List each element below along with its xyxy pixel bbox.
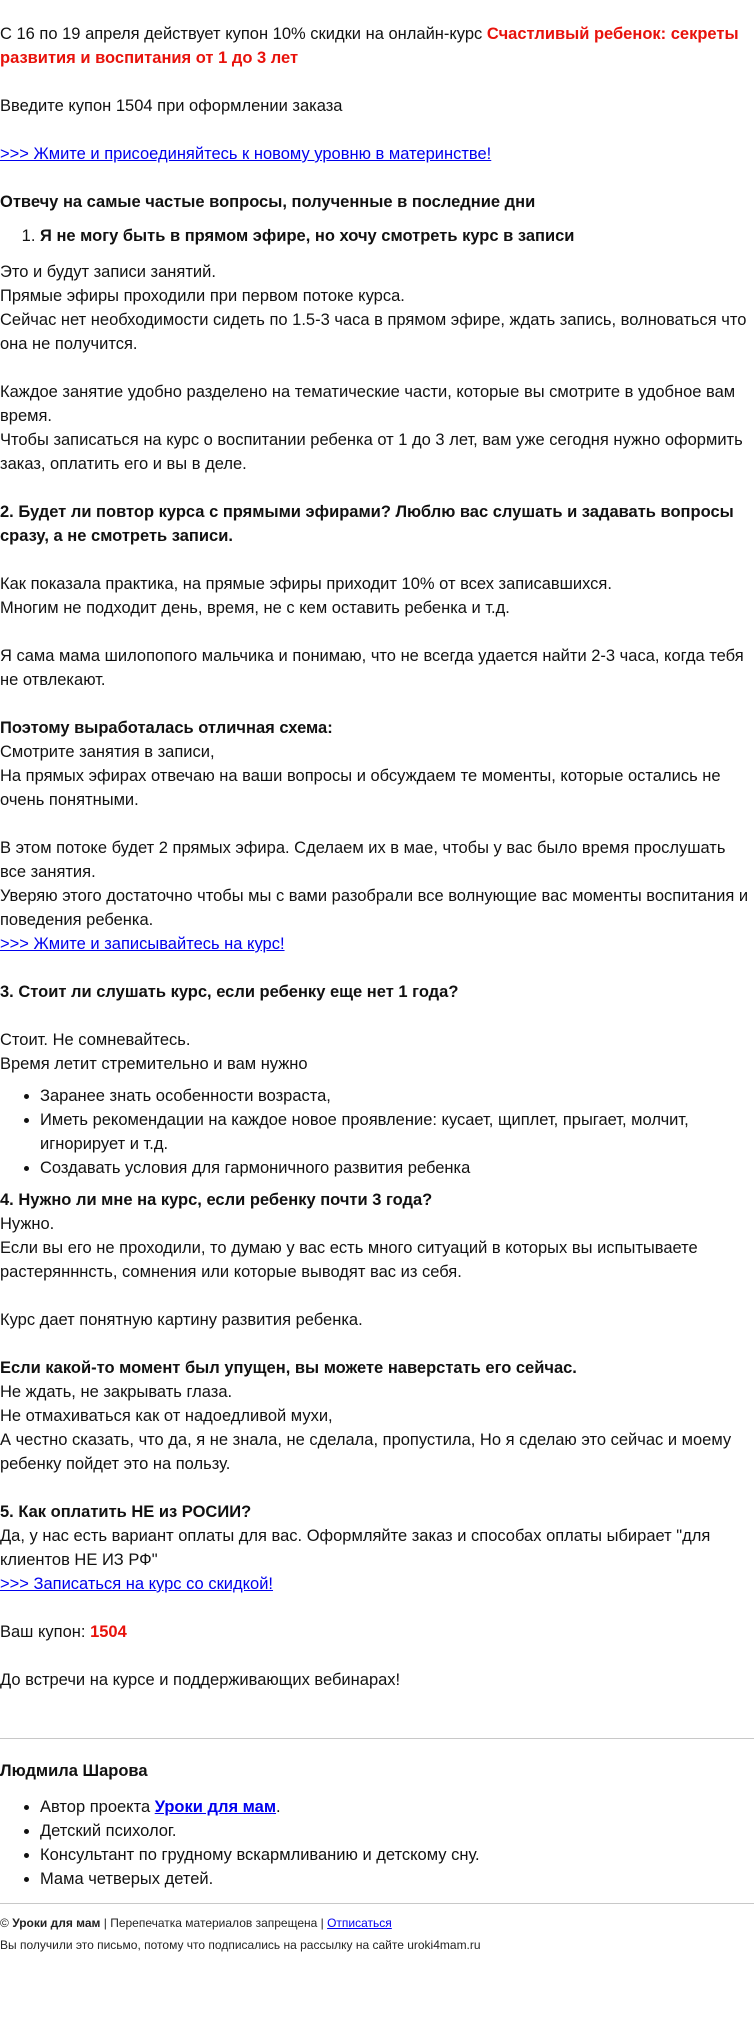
unsubscribe-link[interactable]: Отписаться xyxy=(327,1916,392,1930)
q3-answer-line: Время летит стремительно и вам нужно xyxy=(0,1055,308,1073)
discount-signup-link[interactable]: >>> Записаться на курс со скидкой! xyxy=(0,1575,274,1593)
coupon-instruction: Введите купон 1504 при оформлении заказа xyxy=(0,97,343,115)
intro-text: С 16 по 19 апреля действует купон 10% скидки на онлайн-курс xyxy=(0,25,487,43)
footer-note: Вы получили это письмо, потому что подписались на рассылку на сайте uroki4mam.ru xyxy=(0,1938,481,1952)
q2-scheme-heading: Поэтому выработалась отличная схема: xyxy=(0,719,333,737)
q1-answer-line: Это и будут записи занятий. xyxy=(0,263,216,281)
q2-answer-line: Как показала практика, на прямые эфиры приходит 10% от всех записавшихся. xyxy=(0,575,612,593)
signature-roles-list xyxy=(0,1795,754,1891)
q3-answer-line: Стоит. Не сомневайтесь. xyxy=(0,1031,191,1049)
q4-question: 4. Нужно ли мне на курс, если ребенку почти 3 года? xyxy=(0,1191,433,1209)
signup-link[interactable]: >>> Жмите и записывайтесь на курс! xyxy=(0,935,285,953)
q2-answer-line: Уверяю этого достаточно чтобы мы с вами разобрали все волнующие вас моменты воспитания и поведения ребенка. xyxy=(0,887,749,929)
q1-answer-line: Чтобы записаться на курс о воспитании ребенка от 1 до 3 лет, вам уже сегодня нужно оформить заказ, оплатить его и вы в деле. xyxy=(0,431,743,473)
list-item: • Мама четверых детей. xyxy=(40,1867,754,1891)
q2-scheme-line: На прямых эфирах отвечаю на ваши вопросы и обсуждаем те моменты, которые остались не очень понятными. xyxy=(0,767,721,809)
list-item: • Иметь рекомендации на каждое новое проявление: кусает, щиплет, прыгает, молчит, игнорирует и т.д. xyxy=(40,1108,754,1156)
list-item: • Автор проекта Уроки для мам. xyxy=(40,1795,754,1819)
q4-answer-line: Курс дает понятную картину развития ребенка. xyxy=(0,1311,363,1329)
footer-brand: Уроки для мам xyxy=(12,1916,101,1930)
q1-answer-line: Прямые эфиры проходили при первом потоке курса. xyxy=(0,287,405,305)
list-item: • Консультант по грудному вскармливанию и детскому сну. xyxy=(40,1843,754,1867)
join-link[interactable]: >>> Жмите и присоединяйтесь к новому уровню в материнстве! xyxy=(0,145,492,163)
q2-answer-line: В этом потоке будет 2 прямых эфира. Сделаем их в мае, чтобы у вас было время прослушать все занятия. xyxy=(0,839,726,881)
q1-question: 1. Я не могу быть в прямом эфире, но хочу смотреть курс в записи xyxy=(40,224,754,248)
q2-question: 2. Будет ли повтор курса с прямыми эфирами? Люблю вас слушать и задавать вопросы сразу, а не смотреть записи. xyxy=(0,503,734,545)
q1-answer-line: Каждое занятие удобно разделено на тематические части, которые вы смотрите в удобное вам время. xyxy=(0,383,736,425)
closing-text: До встречи на курсе и поддерживающих вебинарах! xyxy=(0,1671,401,1689)
list-item: • Детский психолог. xyxy=(40,1819,754,1843)
q5-question: 5. Как оплатить НЕ из РОСИИ? xyxy=(0,1503,252,1521)
faq-heading: Отвечу на самые частые вопросы, полученные в последние дни xyxy=(0,193,536,211)
q2-answer-line: Многим не подходит день, время, не с кем оставить ребенка и т.д. xyxy=(0,599,510,617)
list-item: • Заранее знать особенности возраста, xyxy=(40,1084,754,1108)
q4-answer-line: Не отмахиваться как от надоедливой мухи, xyxy=(0,1407,333,1425)
project-link[interactable]: Уроки для мам xyxy=(154,1798,277,1816)
q1-answer-line: Сейчас нет необходимости сидеть по 1.5-3 часа в прямом эфире, ждать запись, волноваться что она не получится. xyxy=(0,311,747,353)
intro-paragraph xyxy=(0,22,754,70)
list-item: • Создавать условия для гармоничного развития ребенка xyxy=(40,1156,754,1180)
q4-answer-line: Нужно. xyxy=(0,1215,55,1233)
signature-name: Людмила Шарова xyxy=(0,1762,148,1780)
coupon-line xyxy=(0,1620,754,1644)
q3-bullet-list xyxy=(0,1084,754,1180)
q4-answer-line: А честно сказать, что да, я не знала, не сделала, пропустила, Но я сделаю это сейчас и моему ребенку пойдет это на пользу. xyxy=(0,1431,732,1473)
coupon-label: Ваш купон: xyxy=(0,1623,91,1641)
q2-scheme-line: Смотрите занятия в записи, xyxy=(0,743,215,761)
q5-answer: Да, у нас есть вариант оплаты для вас. Оформляйте заказ и способах оплаты ыбирает "для клиентов НЕ ИЗ РФ" xyxy=(0,1527,711,1569)
q1-list xyxy=(0,224,754,248)
q4-answer-line: Если вы его не проходили, то думаю у вас есть много ситуаций в которых вы испытываете растерянннсть, сомнения или которые выводят вас из себя. xyxy=(0,1239,698,1281)
q4-bold-line: Если какой-то момент был упущен, вы можете наверстать его сейчас. xyxy=(0,1359,577,1377)
divider xyxy=(0,1738,754,1739)
q4-answer-line: Не ждать, не закрывать глаза. xyxy=(0,1383,233,1401)
course-name: Счастливый ребенок: секреты развития и воспитания от 1 до 3 лет xyxy=(0,25,739,67)
q2-answer-line: Я сама мама шилопопого мальчика и понимаю, что не всегда удается найти 2-3 часа, когда тебя не отвлекают. xyxy=(0,647,744,689)
q3-question: 3. Стоит ли слушать курс, если ребенку еще нет 1 года? xyxy=(0,983,459,1001)
footer-line: © Уроки для мам | Перепечатка материалов запрещена | Отписаться xyxy=(0,1916,392,1930)
coupon-code: 1504 xyxy=(90,1623,127,1641)
